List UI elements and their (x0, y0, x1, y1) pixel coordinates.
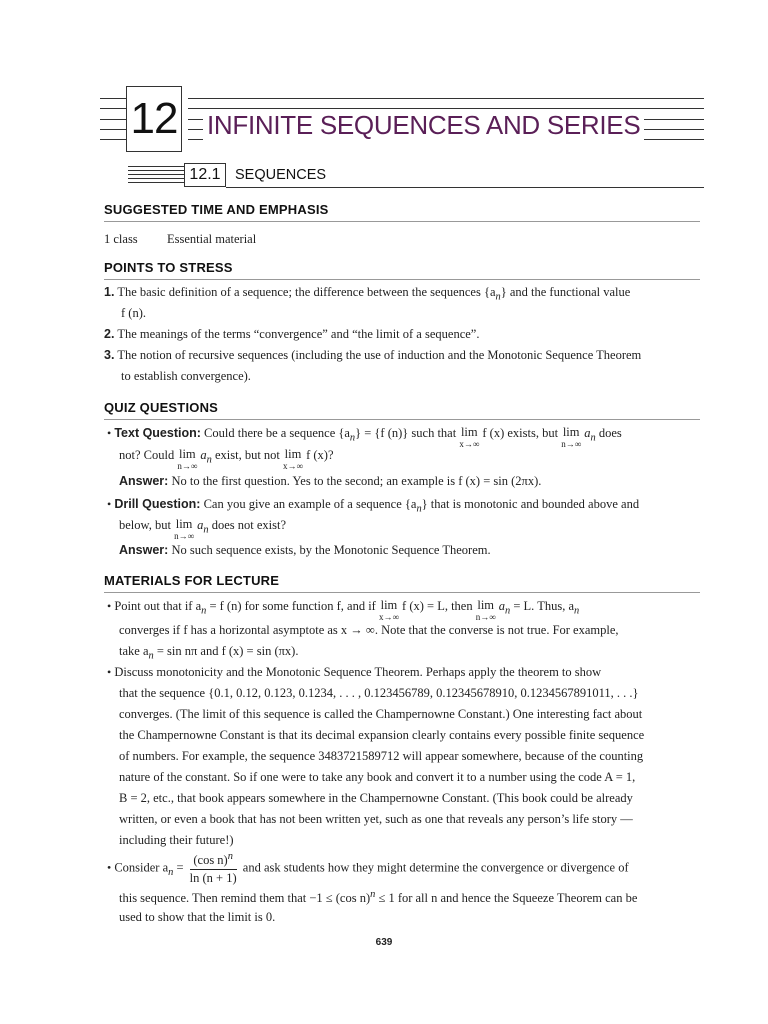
emphasis-text: Essential material (167, 232, 257, 246)
lecture-text: = sin nπ and f (x) = sin (πx). (156, 644, 299, 658)
text-question-label: Text Question: (114, 426, 201, 440)
lecture-bullet-2-cont: converges. (The limit of this sequence is called the Champernowne Constant.) One interesting fact about (119, 707, 643, 721)
lecture-bullet-1-cont: converges if f has a horizontal asymptote as x → ∞. Note that the converse is not true. For example, (119, 623, 619, 637)
lecture-bullet-2-cont: the Champernowne Constant is that its decimal expansion clearly contains every possible finite sequence (119, 728, 645, 742)
answer-text: No such sequence exists, by the Monotonic Sequence Theorem. (171, 543, 491, 557)
lecture-bullet-2-cont: nature of the constant. So if one were to take any book and convert it to a number using the code A = 1, (119, 770, 636, 784)
text-question-part: exist, but not (214, 448, 280, 462)
drill-question-part: } that is monotonic and bounded above and (421, 497, 640, 511)
section-rules (128, 166, 184, 184)
answer-label: Answer: (119, 543, 169, 557)
divider (104, 592, 700, 593)
lecture-text: take a (119, 644, 149, 658)
lecture-bullet-2-cont: B = 2, etc., that book appears somewhere in the Champernowne Constant. (This book could be already (119, 791, 633, 805)
limit-x: lim x→∞ (459, 425, 480, 449)
text-question-cont: not? Could lim n→∞ $a_n$ exist, but not lim x→∞ f (x)? (119, 447, 334, 471)
heading-quiz: QUIZ QUESTIONS (104, 400, 219, 415)
limit-n: lim n→∞ (174, 517, 195, 541)
drill-answer (119, 543, 491, 558)
point-number: 3. (104, 348, 115, 362)
limit-n: lim n→∞ (177, 447, 198, 471)
text-question-part: f (x) exists, but (482, 426, 559, 440)
text-question-part: does (598, 426, 622, 440)
lecture-text: Discuss monotonicity and the Monotonic Sequence Theorem. Perhaps apply the theorem to show (114, 665, 602, 679)
lecture-bullet-2-cont: that the sequence {0.1, 0.12, 0.123, 0.1234, . . . , 0.123456789, 0.12345678910, 0.1234567891011, . . .} (119, 686, 639, 700)
point-number: 1. (104, 285, 115, 299)
answer-text: No to the first question. Yes to the second; an example is f (x) = sin (2πx). (171, 474, 542, 488)
point-item-3-cont: to establish convergence). (121, 369, 251, 383)
drill-question-part: does not exist? (211, 518, 287, 532)
lecture-bullet-3-cont: this sequence. Then remind them that −1 ≤ (cos n)$^n$ ≤ 1 for all n and hence the Squeeze Theorem can be (119, 889, 638, 906)
chapter-number-box (126, 86, 182, 152)
lecture-text: Consider a (114, 860, 169, 875)
point-item-1-cont: f (n). (121, 306, 146, 320)
lecture-text: ≤ 1 for all n and hence the Squeeze Theorem can be (378, 891, 638, 906)
text-question-part: Could there be a sequence {a (204, 426, 350, 440)
lecture-bullet-1-cont: take $a_n = \sin n\pi$ and f (x) = sin (πx). (119, 644, 299, 662)
chapter-number: 12 (130, 94, 178, 143)
divider (104, 279, 700, 280)
section-rule (226, 187, 704, 188)
divider (104, 221, 700, 222)
chapter-rules-left (100, 98, 126, 140)
drill-question-cont: below, but lim n→∞ $a_n$ does not exist? (119, 517, 287, 541)
text-question-part: } = {f (n)} such that (355, 426, 457, 440)
divider (104, 419, 700, 420)
text-question-part: not? Could (119, 448, 175, 462)
lecture-text: = (176, 860, 184, 875)
page-number: 639 (375, 937, 393, 948)
text-question-part: f (x)? (306, 448, 334, 462)
limit-x: lim x→∞ (283, 447, 303, 471)
section-number: 12.1 (184, 163, 226, 187)
fraction: $\frac{(\cos n)^n}{\ln (n + 1)}$ (189, 851, 237, 886)
point-text: } and the functional value (500, 285, 631, 299)
answer-label: Answer: (119, 474, 169, 488)
point-item-2 (104, 327, 479, 342)
point-item-1: 1. The basic definition of a sequence; the difference between the sequences $\{a_n\}$ and the functional value (104, 285, 631, 303)
fraction-numerator: (cos n) (193, 853, 228, 868)
limit-n: lim n→∞ (475, 598, 496, 622)
lecture-text: f (x) = L, then (402, 599, 473, 613)
lecture-text: Point out that if a (114, 599, 202, 613)
drill-question-part: below, but (119, 518, 171, 532)
text-question: • Text Question: Could there be a sequence $\{a_n\} = \{f$ (n)} such that lim x→∞ f (x) exists, but lim n→∞ $a_n$ does (107, 425, 622, 449)
lecture-bullet-1: • Point out that if $a_n = f$ (n) for some function f, and if lim x→∞ f (x) = L, then lim n→∞ $a_n = L$. Thus, $a_n$ (107, 598, 580, 622)
point-text: The meanings of the terms “convergence” and “the limit of a sequence”. (117, 327, 480, 341)
lecture-bullet-3: • Consider $a_n$ = $\frac{(\cos n)^n}{\ln (n + 1)}$ and ask students how they might determine the convergence or divergence of (107, 851, 629, 886)
chapter-title: INFINITE SEQUENCES AND SERIES (203, 110, 644, 141)
heading-time-emphasis: SUGGESTED TIME AND EMPHASIS (104, 202, 329, 217)
lecture-bullet-2-cont: of numbers. For example, the sequence 3483721589712 will appear somewhere, because of the counting (119, 749, 644, 763)
lecture-text: this sequence. Then remind them that −1 ≤ (cos n) (119, 891, 371, 906)
lecture-text: = f (n) for some function f, and if (209, 599, 376, 613)
lecture-bullet-3-cont: used to show that the limit is 0. (119, 910, 276, 924)
limit-x: lim x→∞ (378, 598, 399, 622)
time-text: 1 class (104, 232, 138, 246)
point-number: 2. (104, 327, 115, 341)
point-text: The basic definition of a sequence; the difference between the sequences {a (117, 285, 496, 299)
point-text: The notion of recursive sequences (including the use of induction and the Monotonic Sequence Theorem (117, 348, 642, 362)
section-title: SEQUENCES (235, 167, 327, 183)
drill-question-part: Can you give an example of a sequence {a (203, 497, 417, 511)
lecture-bullet-2-cont: including their future!) (119, 833, 234, 847)
drill-question-label: Drill Question: (114, 497, 201, 511)
text-answer (119, 474, 541, 489)
heading-points: POINTS TO STRESS (104, 260, 233, 275)
heading-lecture: MATERIALS FOR LECTURE (104, 573, 280, 588)
lecture-text: and ask students how they might determine the convergence or divergence of (242, 860, 629, 875)
drill-question: • Drill Question: Can you give an example of a sequence $\{a_n\}$ that is monotonic and bounded above and (107, 497, 640, 515)
lecture-bullet-2-cont: written, or even a book that has not been written yet, such as one that reveals any person’s life story — (119, 812, 633, 826)
lecture-bullet-2: • Discuss monotonicity and the Monotonic Sequence Theorem. Perhaps apply the theorem to show (107, 665, 602, 679)
fraction-denominator: ln (n + 1) (189, 871, 237, 886)
point-item-3 (104, 348, 641, 363)
lecture-text: = L. Thus, a (513, 599, 574, 613)
limit-n: lim n→∞ (561, 425, 582, 449)
